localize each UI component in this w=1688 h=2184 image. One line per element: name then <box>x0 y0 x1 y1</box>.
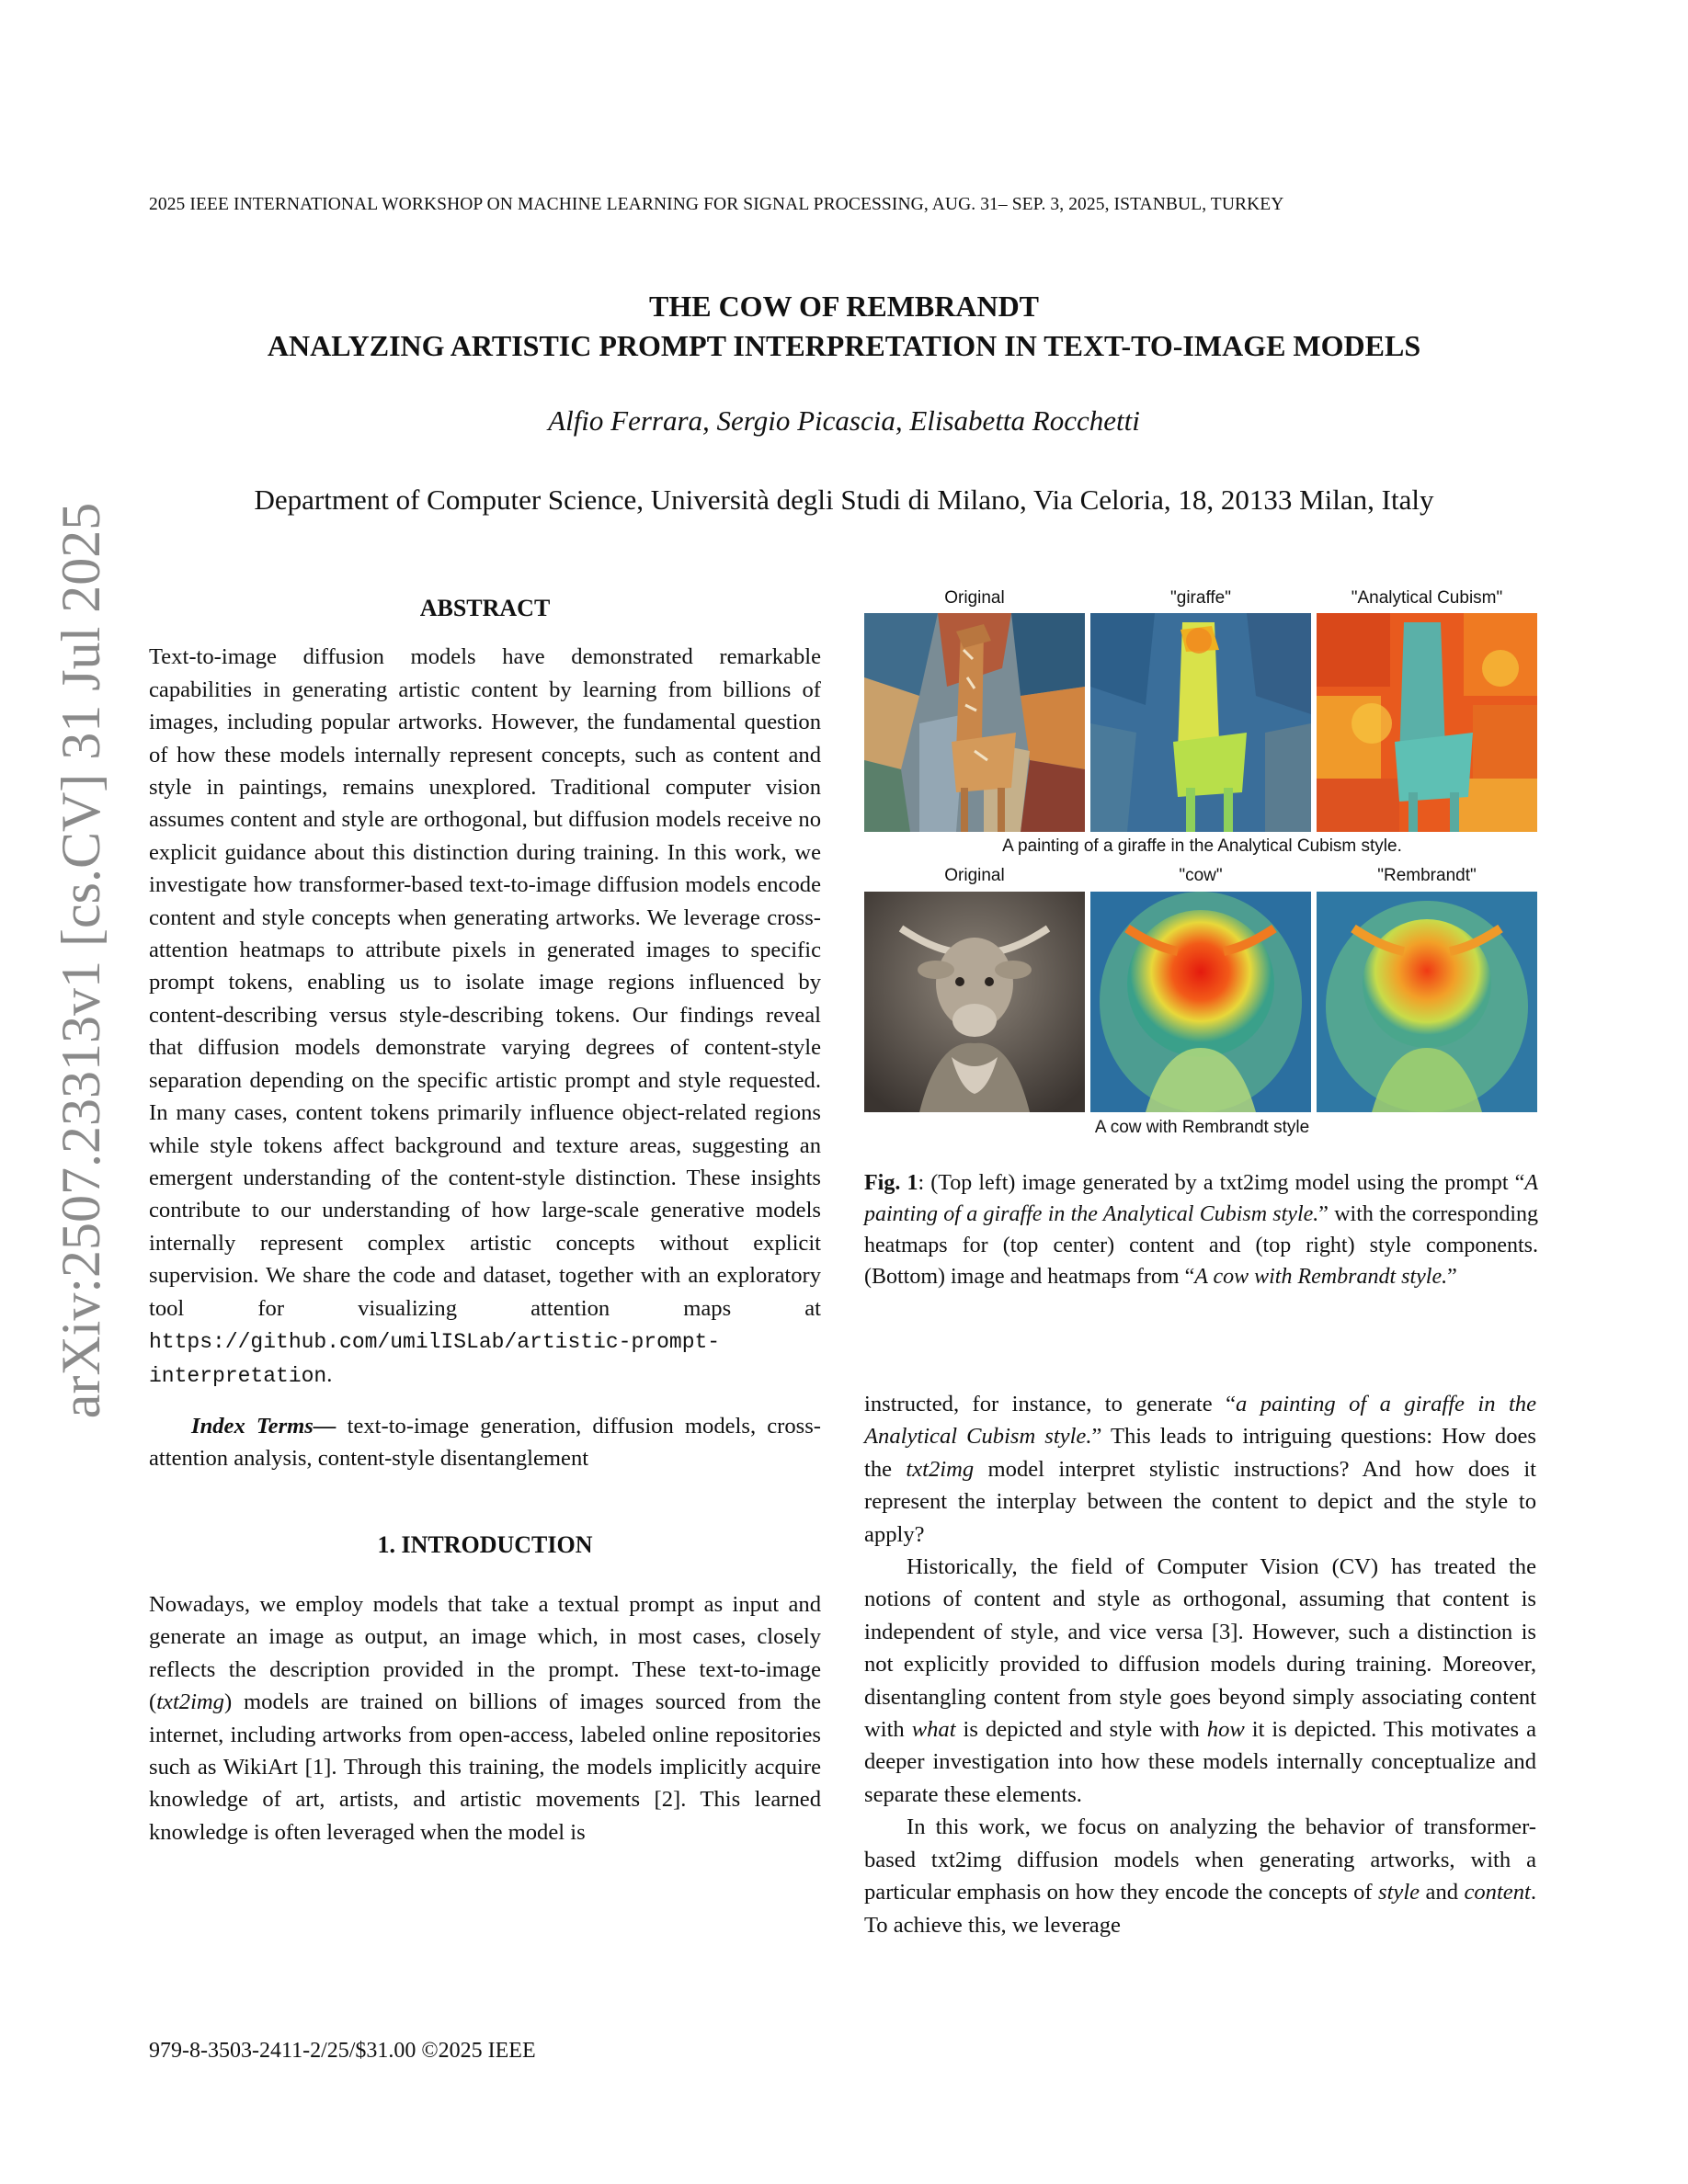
abstract-heading: ABSTRACT <box>419 595 551 621</box>
rp3-c: and <box>1420 1880 1465 1905</box>
right-paragraph-1 <box>864 1388 1536 1551</box>
rp1-e: model interpret stylistic instructions? And how does it represent the interplay between the content to depict and the style to apply? <box>864 1456 1536 1547</box>
conference-header: 2025 IEEE INTERNATIONAL WORKSHOP ON MACHINE LEARNING FOR SIGNAL PROCESSING, AUG. 31– SEP. 3, 2025, ISTANBUL, TURKEY <box>149 195 1284 214</box>
authors: Alfio Ferrara, Sergio Picascia, Elisabetta Rocchetti <box>548 404 1140 437</box>
giraffe-content-heatmap <box>1090 613 1311 832</box>
index-terms-text: text-to-image generation, diffusion models, cross-attention analysis, content-style disentanglement <box>149 1413 821 1472</box>
figure-1 <box>864 588 1540 1324</box>
cow-content-heatmap <box>1090 892 1311 1112</box>
intro-text-c: ) models are trained on billions of images sourced from the internet, including artworks from open-access, labeled online repositories such as WikiArt [1]. Through this training, the models implicitly acquire knowledge of art, artists, and artistic movements [2]. This learned knowledge is often leveraged when the model is <box>149 1689 821 1845</box>
rp2-c: is depicted and style with <box>955 1717 1207 1743</box>
rp1-d: txt2img <box>906 1456 975 1482</box>
fig-label-top-1: Original <box>944 588 1005 608</box>
fig-caption-a: : (Top left) image generated by a txt2img model using the prompt “ <box>918 1171 1525 1195</box>
fig-bottom-caption: A cow with Rembrandt style <box>1094 1118 1310 1137</box>
index-terms <box>149 1410 821 1475</box>
rp1-c: ” This leads to intriguing questions: How does the <box>864 1424 1536 1482</box>
fig-caption-d: A cow with Rembrandt style. <box>1194 1265 1448 1289</box>
rp3-a: In this work, we focus on analyzing the behavior of transformer-based txt2img diffusion models when generating artworks, with a particular emphasis on how they encode the concepts of <box>864 1814 1536 1905</box>
fig-label-top-2: "giraffe" <box>1170 588 1231 608</box>
paper-title <box>147 287 1541 366</box>
index-terms-label: Index Terms— <box>191 1413 336 1439</box>
copyright-footer: 979-8-3503-2411-2/25/$31.00 ©2025 IEEE <box>149 2039 536 2063</box>
rp2-b: what <box>911 1717 956 1743</box>
right-paragraph-2 <box>864 1551 1536 1811</box>
code-link[interactable]: https://github.com/umilISLab/artistic-prompt-interpretation <box>149 1329 721 1389</box>
intro-text-b: txt2img <box>156 1689 224 1715</box>
affiliation: Department of Computer Science, Università degli Studi di Milano, Via Celoria, 18, 20133 Milan, Italy <box>254 483 1434 516</box>
rp2-a: Historically, the field of Computer Vision (CV) has treated the notions of content and style as orthogonal, assuming that content is independent of style, and vice versa [3]. However, such a distinction is not explicitly provided to diffusion models during training. Moreover, disentangling content from style goes beyond simply associating content with <box>864 1554 1536 1743</box>
rp3-e: . To achieve this, we leverage <box>864 1880 1537 1938</box>
cow-style-heatmap <box>1317 892 1537 1112</box>
cow-original-image <box>864 892 1085 1112</box>
abstract-body: Text-to-image diffusion models have demonstrated remarkable capabilities in generating artistic content by learning from billions of images, including popular artworks. However, the fundamental question of how these models internally represent concepts, such as content and style in paintings, remains unexplored. Traditional computer vision assumes content and style are orthogonal, but diffusion models receive no explicit guidance about this distinction during training. In this work, we investigate how transformer-based text-to-image diffusion models encode content and style concepts when generating artworks. We leverage cross-attention heatmaps to attribute pixels in generated images to specific prompt tokens, enabling us to isolate image regions influenced by content-describing versus style-describing tokens. Our findings reveal that diffusion models demonstrate varying degrees of content-style separation depending on the specific artistic prompt and style requested. In many cases, content tokens primarily influence object-related regions while style tokens affect background and texture areas, suggesting an emergent understanding of the content-style distinction. These insights contribute to our understanding of how large-scale generative models internally represent complex artistic concepts without explicit supervision. We share the code and dataset, together with an exploratory tool for visualizing attention maps at <box>149 644 821 1321</box>
fig-label-bottom-2: "cow" <box>1179 866 1223 885</box>
fig-caption-label: Fig. 1 <box>864 1171 918 1195</box>
figure-caption <box>864 1167 1538 1292</box>
right-paragraph-3 <box>864 1811 1536 1941</box>
rp3-b: style <box>1378 1880 1420 1905</box>
fig-caption-e: ” <box>1447 1265 1457 1289</box>
rp1-a: instructed, for instance, to generate “ <box>864 1392 1236 1416</box>
abstract-end: . <box>326 1362 333 1388</box>
left-column <box>149 588 821 1848</box>
arxiv-stamp: arXiv:2507.23313v1 [cs.CV] 31 Jul 2025 <box>51 502 111 1419</box>
title-line-1: THE COW OF REMBRANDT <box>648 290 1040 323</box>
rp1-b: a painting of a giraffe in the Analytical Cubism style. <box>864 1392 1536 1450</box>
intro-text-a: Nowadays, we employ models that take a textual prompt as input and generate an image as output, an image which, in most cases, closely reflects the description provided in the prompt. These text-to-image ( <box>149 1591 821 1715</box>
fig-label-bottom-1: Original <box>944 866 1005 885</box>
giraffe-original-image <box>864 613 1085 832</box>
title-line-2: ANALYZING ARTISTIC PROMPT INTERPRETATION IN TEXT-TO-IMAGE MODELS <box>267 329 1421 362</box>
abstract-text <box>149 641 821 1393</box>
giraffe-style-heatmap <box>1317 613 1537 832</box>
intro-heading: 1. INTRODUCTION <box>377 1530 593 1558</box>
right-column <box>864 1388 1536 1941</box>
fig-caption-b: A painting of a giraffe in the Analytical Cubism style. <box>864 1171 1539 1226</box>
fig-label-top-3: "Analytical Cubism" <box>1351 588 1503 608</box>
rp3-d: content <box>1464 1880 1531 1905</box>
intro-paragraph <box>149 1588 821 1848</box>
fig-caption-c: ” with the corresponding heatmaps for (top center) content and (top right) style components. (Bottom) image and heatmaps from “ <box>864 1202 1539 1289</box>
rp2-e: it is depicted. This motivates a deeper investigation into how these models internally conceptualize and separate these elements. <box>864 1717 1536 1807</box>
fig-label-bottom-3: "Rembrandt" <box>1377 866 1477 885</box>
rp2-d: how <box>1206 1717 1245 1743</box>
fig-top-caption: A painting of a giraffe in the Analytical Cubism style. <box>1002 836 1402 856</box>
